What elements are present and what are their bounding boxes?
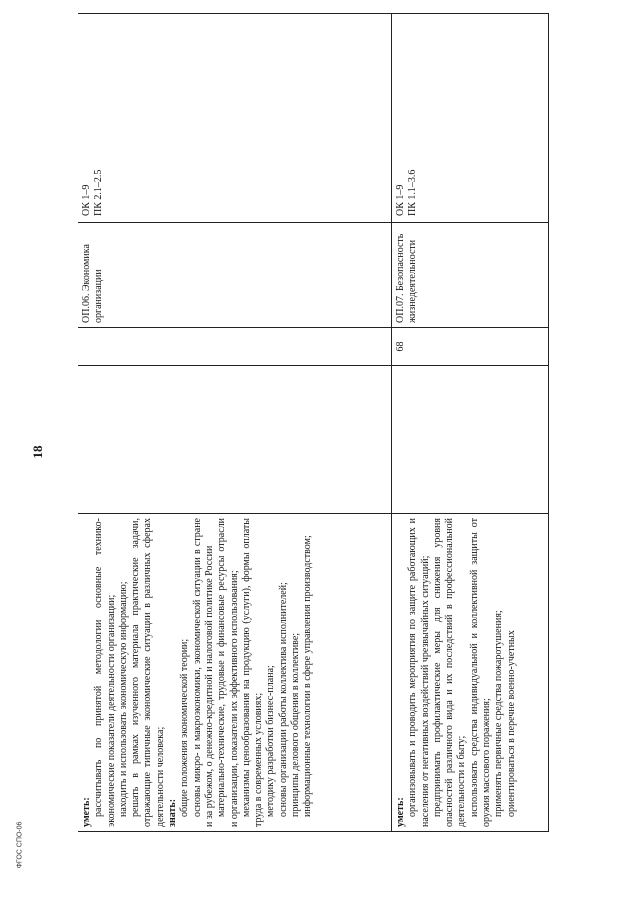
knowledge-item: материально-технические, трудовые и финансовые ресурсы отрасли и организации, показатели их эффективного использования; bbox=[216, 518, 240, 827]
knowledge-item: механизмы ценообразования на продукцию (услуги), формы оплаты труда в современных условиях; bbox=[240, 518, 265, 827]
competencies-cell bbox=[392, 14, 549, 223]
table-row-life-safety bbox=[392, 14, 549, 832]
skill-item: решать в рамках изученного материала практические задачи, отражающие типичные экономические ситуации в различных сферах деятельности человека; bbox=[130, 518, 166, 827]
footer-code: ФГОС СПО-06 bbox=[16, 821, 24, 869]
competencies-text: ОК 1–9 ПК 1.1–3.6 bbox=[395, 169, 419, 216]
knowledge-item: основы микро- и макроэкономики, экономической ситуации в стране и за рубежом, о денежно-кредитной и налоговой политике России bbox=[191, 518, 215, 827]
competencies-cell bbox=[78, 14, 392, 223]
skill-item: рассчитывать по принятой методологии основные технико-экономические показатели деятельности организации; bbox=[93, 518, 117, 827]
competencies-text: ОК 1–9 ПК 2.1–2.5 bbox=[81, 169, 105, 216]
skill-item: организовывать и проводить мероприятия по защите работающих и населения от негативных воздействий чрезвычайных ситуаций; bbox=[407, 518, 431, 827]
skills-heading: уметь: bbox=[81, 797, 92, 827]
curriculum-table bbox=[78, 14, 549, 832]
skill-item: ориентироваться в перечне военно-учетных bbox=[505, 630, 517, 817]
skill-item: использовать средства индивидуальной и коллективной защиты от оружия массового поражения; bbox=[468, 518, 493, 827]
skill-item: предпринимать профилактические меры для снижения уровня опасностей различного вида и их последствий в профессиональной деятельности и быту; bbox=[431, 518, 468, 827]
skill-item: находить и использовать экономическую информацию; bbox=[117, 581, 129, 817]
discipline-cell: ОП.06. Экономика организации bbox=[78, 223, 392, 328]
skills-heading: уметь: bbox=[395, 797, 406, 827]
knowledge-item: общие положения экономической теории; bbox=[179, 638, 191, 817]
knowledge-item: основы организации работы коллектива исполнителей; bbox=[277, 582, 289, 817]
discipline-cell: ОП.07. Безопасность жизнедеятельности bbox=[392, 223, 549, 328]
skill-item: применять первичные средства пожаротушения; bbox=[493, 610, 505, 817]
knowledge-item: информационные технологии в сфере управления производством; bbox=[302, 535, 314, 817]
knowledge-item: методику разработки бизнес-плана; bbox=[265, 665, 277, 817]
hours-cell: 68 bbox=[392, 328, 549, 366]
knowledge-item: принципы делового общения в коллективе; bbox=[290, 632, 302, 817]
empty-cell bbox=[392, 366, 549, 514]
knowledge-heading: знать: bbox=[167, 798, 179, 827]
table-row-economics bbox=[78, 14, 392, 832]
hours-cell bbox=[78, 328, 392, 366]
page-number: 18 bbox=[30, 445, 45, 459]
requirements-cell bbox=[392, 514, 549, 832]
requirements-cell bbox=[78, 514, 392, 832]
empty-cell bbox=[78, 366, 392, 514]
